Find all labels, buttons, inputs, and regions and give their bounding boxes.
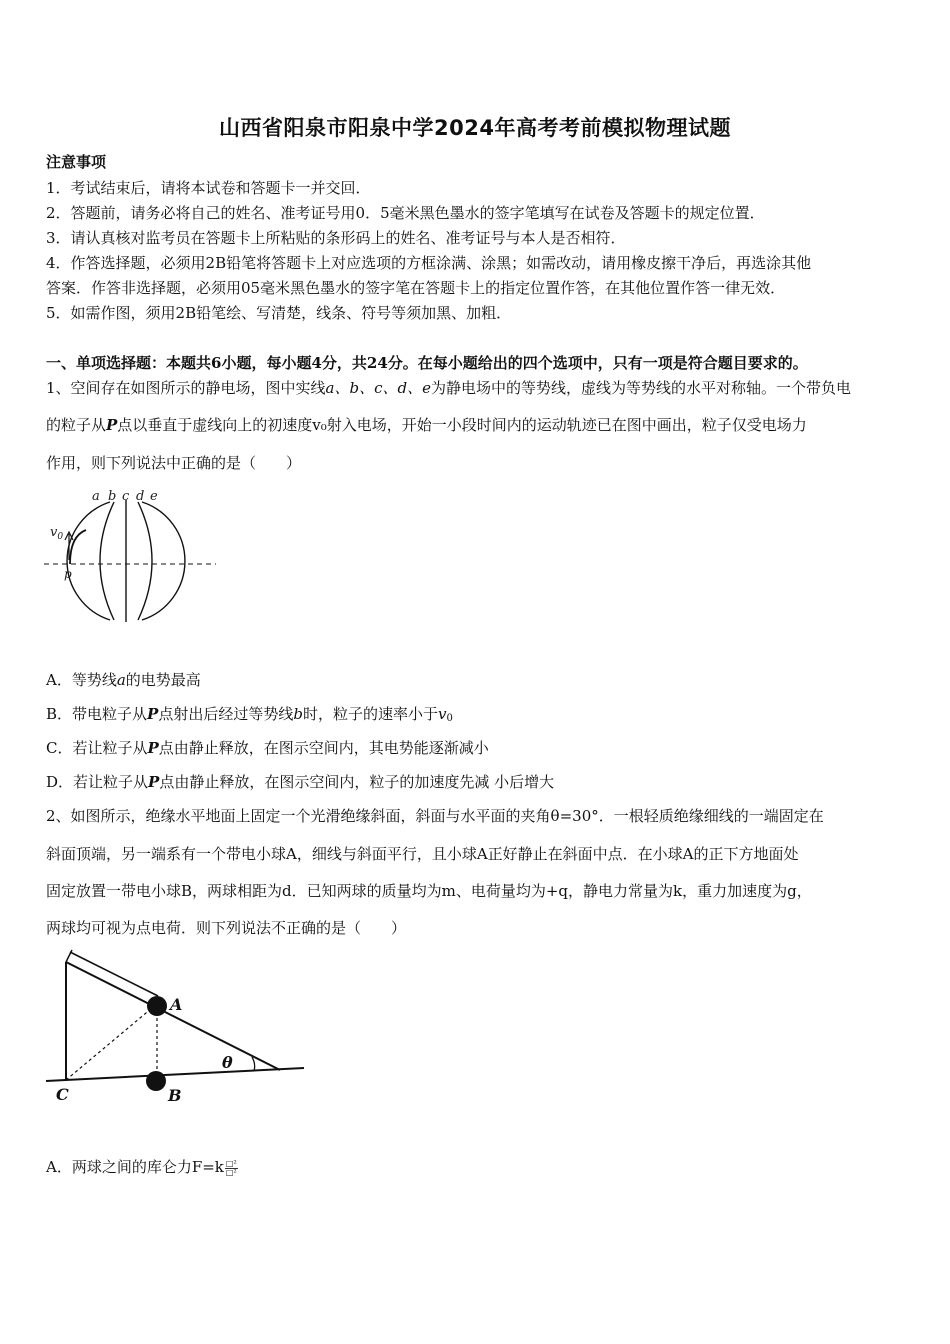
- label-p: p: [64, 567, 72, 581]
- label-B: B: [168, 1086, 182, 1105]
- q1-option-b: B．带电粒子从P点射出后经过等势线b时，粒子的速率小于$v_0$: [46, 705, 453, 724]
- equipotential-a: [67, 502, 110, 620]
- label-c: c: [122, 489, 130, 504]
- q2-option-a: A．两球之间的库仑力F=k $\frac{\text{□²}}{\text{□²}}$: [46, 1158, 237, 1177]
- angle-arc: [252, 1057, 255, 1071]
- dashed-diagonal: [66, 1008, 152, 1080]
- label-theta: θ: [222, 1053, 233, 1072]
- q2-line3: 固定放置一带电小球B，两球相距为d．已知两球的质量均为m、电荷量均为+q，静电力常量为k，重力加速度为g，: [46, 882, 812, 900]
- ground-line: [46, 1068, 304, 1081]
- q2-line4: 两球均可视为点电荷．则下列说法不正确的是（ ）: [46, 919, 407, 937]
- label-a: a: [92, 489, 100, 504]
- incline-surface: [66, 962, 280, 1070]
- q2-line2: 斜面顶端，另一端系有一个带电小球A，细线与斜面平行，且小球A正好静止在斜面中点．在小球A的正下方地面处: [46, 845, 799, 863]
- q1-figure: [40, 486, 230, 626]
- q1-option-a: A．等势线a的电势最高: [46, 671, 201, 689]
- coulomb-fraction: $\frac{\text{□²}}{\text{□²}}$: [225, 1158, 237, 1177]
- notice-item: 5．如需作图，须用2B铅笔绘、写清楚，线条、符号等须加黑、加粗．: [46, 304, 512, 322]
- equipotential-b: [100, 502, 114, 620]
- label-A: A: [170, 995, 183, 1014]
- label-C: C: [56, 1085, 69, 1104]
- equipotential-e: [142, 502, 185, 620]
- notice-item: 答案．作答非选择题，必须用05毫米黑色墨水的签字笔在答题卡上的指定位置作答，在其他位置作答一律无效．: [46, 279, 786, 297]
- ball-b-icon: [146, 1071, 166, 1091]
- notice-item: 1．考试结束后，请将本试卷和答题卡一并交回．: [46, 179, 371, 197]
- q1-vars: a、b、c、d、e: [325, 379, 431, 397]
- q1-line3: 作用，则下列说法中正确的是（ ）: [46, 454, 302, 472]
- notice-item: 3．请认真核对监考员在答题卡上所粘贴的条形码上的姓名、准考证号与本人是否相符．: [46, 229, 626, 247]
- ball-a-icon: [147, 996, 167, 1016]
- notice-heading: 注意事项: [46, 153, 107, 171]
- notice-item: 2．答题前，请务必将自己的姓名、准考证号用0．5毫米黑色墨水的签字笔填写在试卷及答题卡的规定位置．: [46, 204, 765, 222]
- thread-line: [70, 952, 158, 996]
- q1-option-c: C．若让粒子从P点由静止释放，在图示空间内，其电势能逐渐减小: [46, 739, 489, 757]
- q2-line1: 2、如图所示，绝缘水平地面上固定一个光滑绝缘斜面，斜面与水平面的夹角θ=30°．一根轻质绝缘细线的一端固定在: [46, 807, 824, 825]
- section-heading: 一、单项选择题：本题共6小题，每小题4分，共24分。在每小题给出的四个选项中，只有一项是符合题目要求的。: [46, 354, 808, 372]
- notice-item: 4．作答选择题，必须用2B铅笔将答题卡上对应选项的方框涂满、涂黑；如需改动，请用橡皮擦干净后，再选涂其他: [46, 254, 812, 272]
- q2-figure: [40, 946, 310, 1106]
- q1-line1: 1、空间存在如图所示的静电场，图中实线a、b、c、d、e为静电场中的等势线，虚线为等势线的水平对称轴。一个带负电: [46, 379, 851, 397]
- q1-option-d: D．若让粒子从P点由静止释放，在图示空间内，粒子的加速度先减 小后增大: [46, 773, 555, 791]
- label-b: b: [108, 489, 117, 504]
- q1-line2: 的粒子从P点以垂直于虚线向上的初速度v₀射入电场，开始一小段时间内的运动轨迹已在图中画出，粒子仅受电场力: [46, 416, 807, 434]
- label-d: d: [136, 489, 145, 504]
- page-title: 山西省阳泉市阳泉中学2024年高考考前模拟物理试题: [219, 116, 731, 140]
- label-v0: $v_0$: [50, 525, 64, 542]
- equipotential-d: [138, 502, 152, 620]
- label-e: e: [150, 489, 158, 504]
